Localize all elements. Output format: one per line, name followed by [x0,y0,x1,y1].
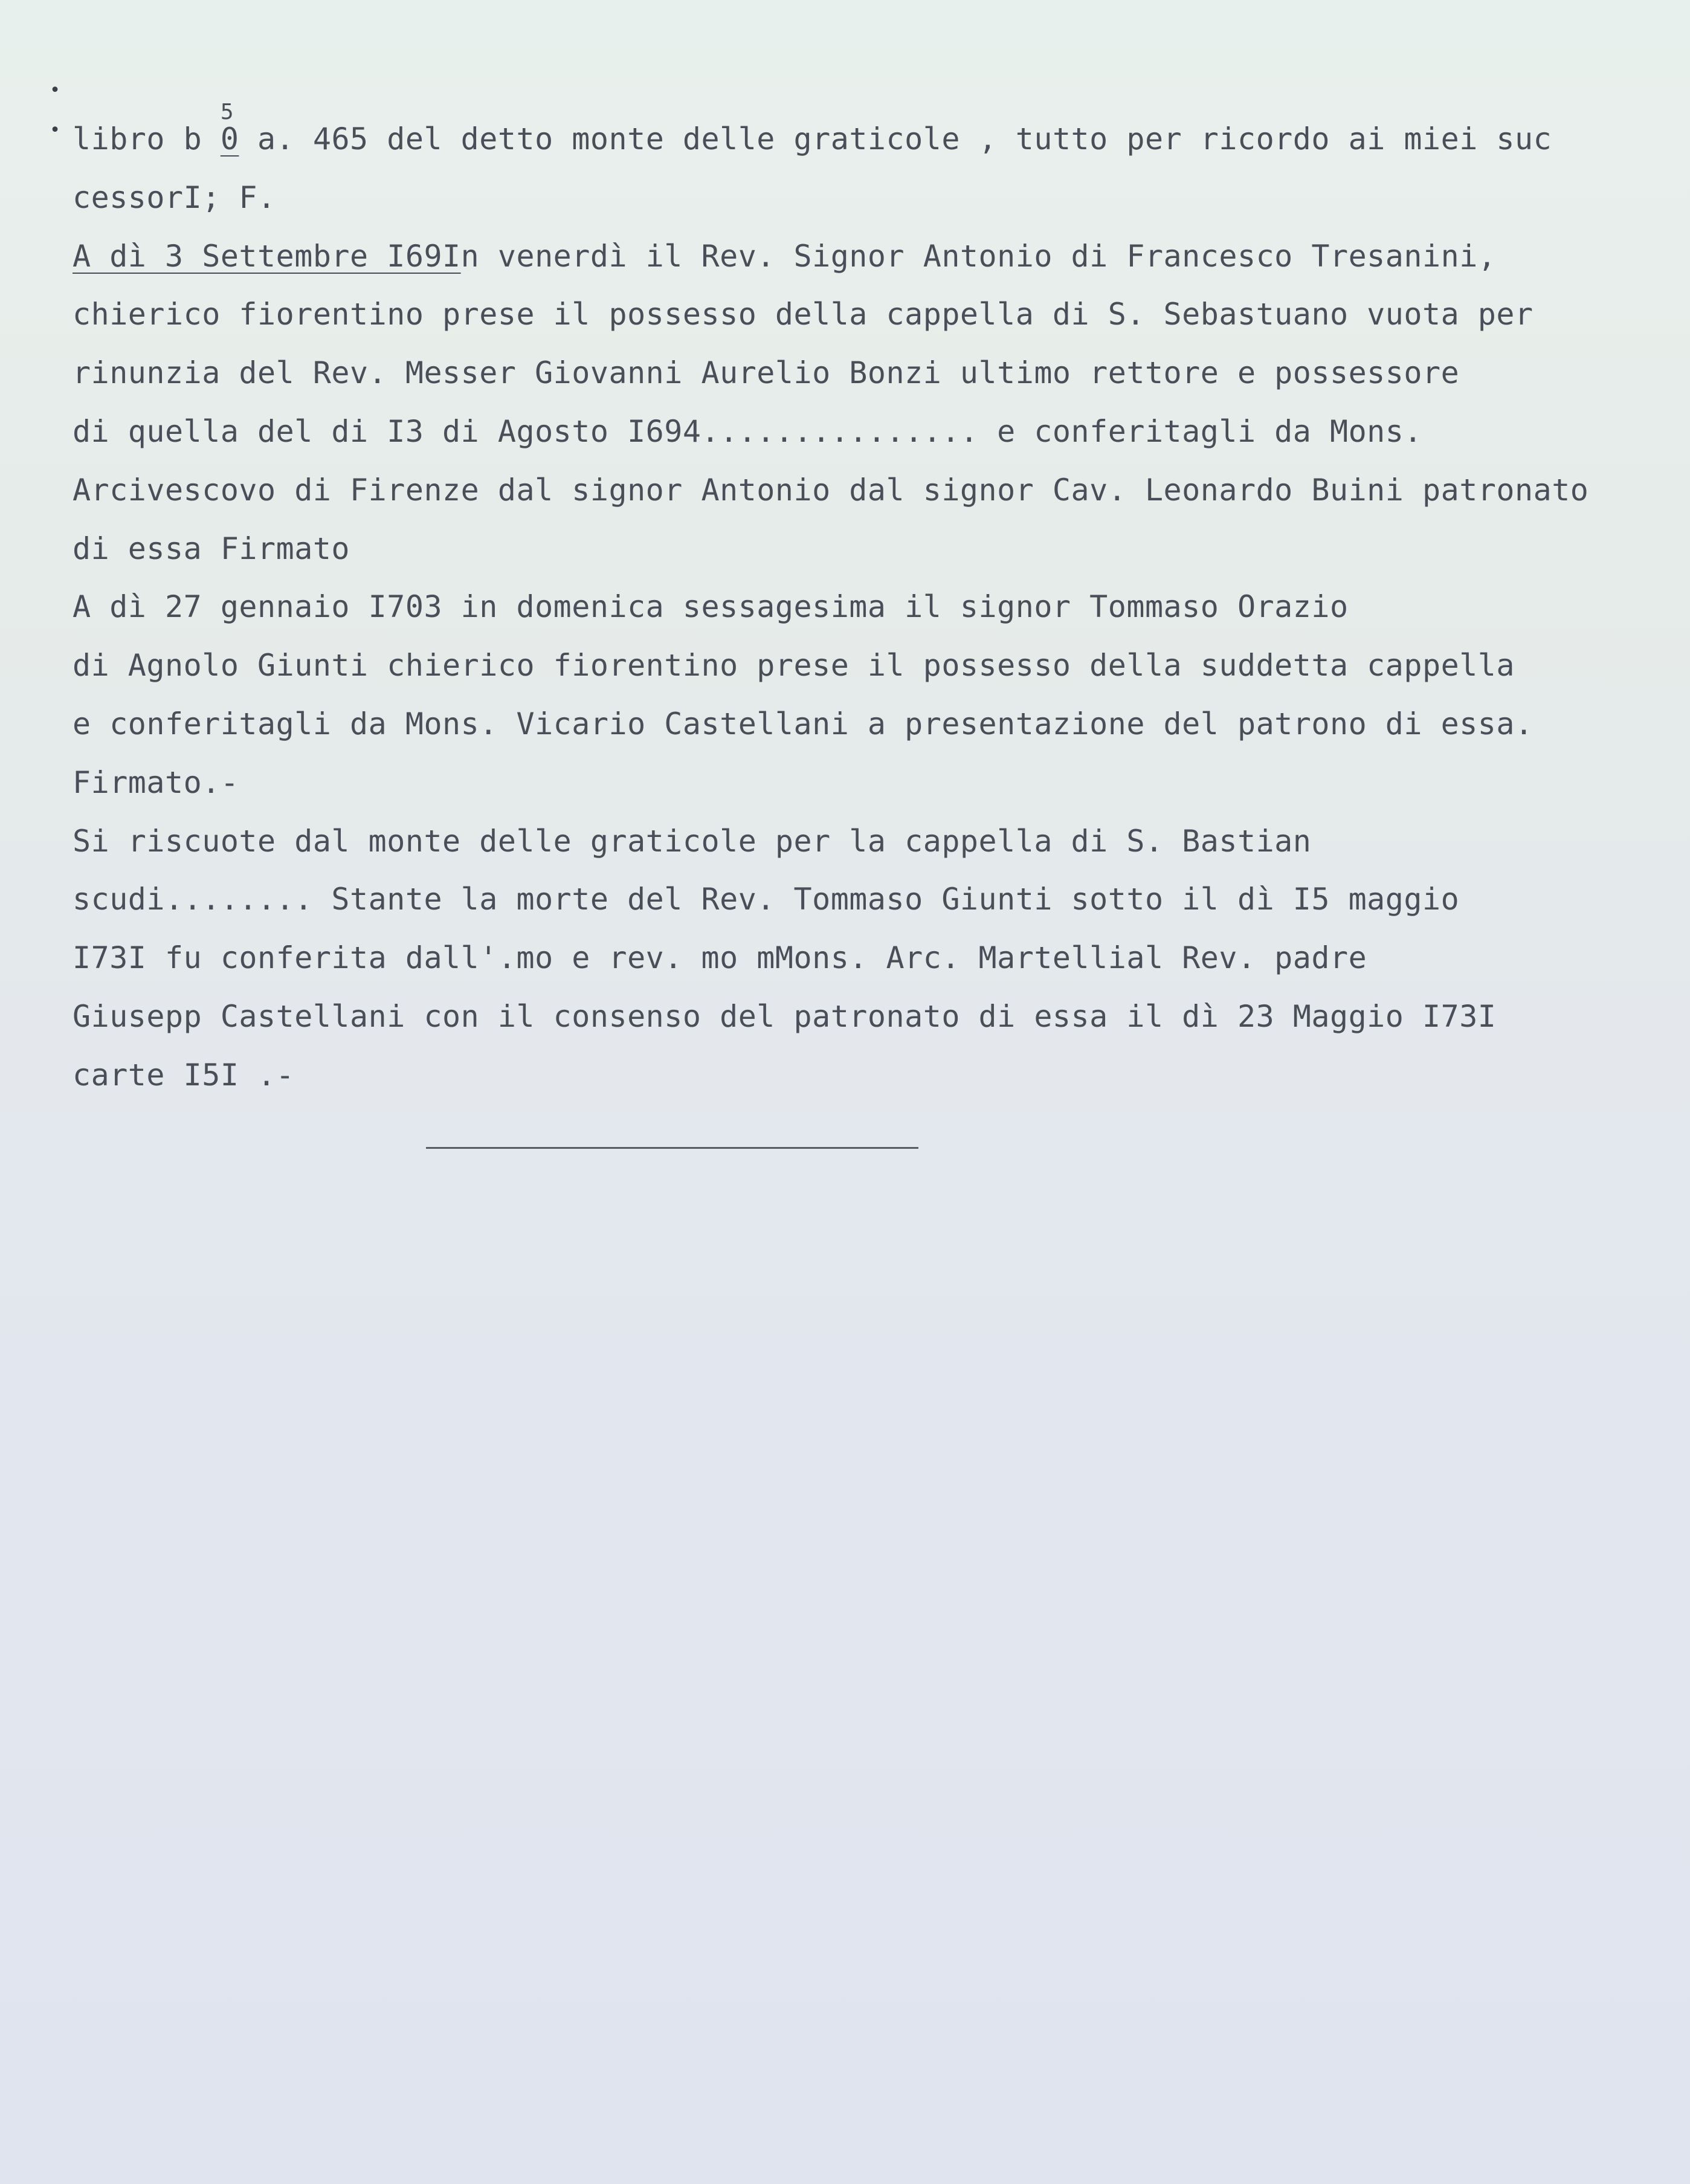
line-1-pre: libro b [73,121,221,157]
text-line-6: di quella del di I3 di Agosto I694............... e conferitagli da Mons. [73,413,1422,449]
text-line-5: rinunzia del Rev. Messer Giovanni Aurelio Bonzi ultimo rettore e possessore [73,355,1460,391]
text-line-7: Arcivescovo di Firenze dal signor Antonio dal signor Cav. Leonardo Buini patronato [73,472,1589,508]
underlined-date: A dì 3 Settembre I69I [73,238,461,274]
corrected-char: 0 5 [221,115,239,163]
margin-mark: • [50,120,61,141]
end-rule-line [426,1147,918,1149]
typed-text-block [73,100,1690,1110]
text-line-8: di essa Firmato [73,531,350,566]
correction-overwrite: 5 [220,100,234,124]
text-line-3 [73,232,1690,291]
line-1-post: a. 465 del detto monte delle graticole , tutto per ricordo ai miei suc [239,121,1552,157]
text-line-9: A dì 27 gennaio I703 in domenica sessagesima il signor Tommaso Orazio [73,589,1349,625]
text-line-17: carte I5I .- [73,1057,295,1093]
text-line-16: Giusepp Castellani con il consenso del patronato di essa il dì 23 Maggio I73I [73,998,1497,1034]
text-line-1 [73,100,1690,173]
text-line-14: scudi........ Stante la morte del Rev. Tommaso Giunti sotto il dì I5 maggio [73,882,1460,917]
text-line-13: Si riscuote dal monte delle graticole per la cappella di S. Bastian [73,823,1312,859]
text-line-12: Firmato.- [73,764,239,800]
text-line-2: cessorI; F. [73,179,276,215]
text-line-11: e conferitagli da Mons. Vicario Castellani a presentazione del patrono di essa. [73,706,1534,741]
text-line-10: di Agnolo Giunti chierico fiorentino prese il possesso della suddetta cappella [73,648,1515,683]
margin-mark: • [50,80,61,101]
text-line-4: chierico fiorentino prese il possesso della cappella di S. Sebastuano vuota per [73,297,1534,332]
line-3-rest: n venerdì il Rev. Signor Antonio di Francesco Tresanini, [460,238,1497,274]
text-line-15: I73I fu conferita dall'.mo e rev. mo mMons. Arc. Martellial Rev. padre [73,940,1367,976]
